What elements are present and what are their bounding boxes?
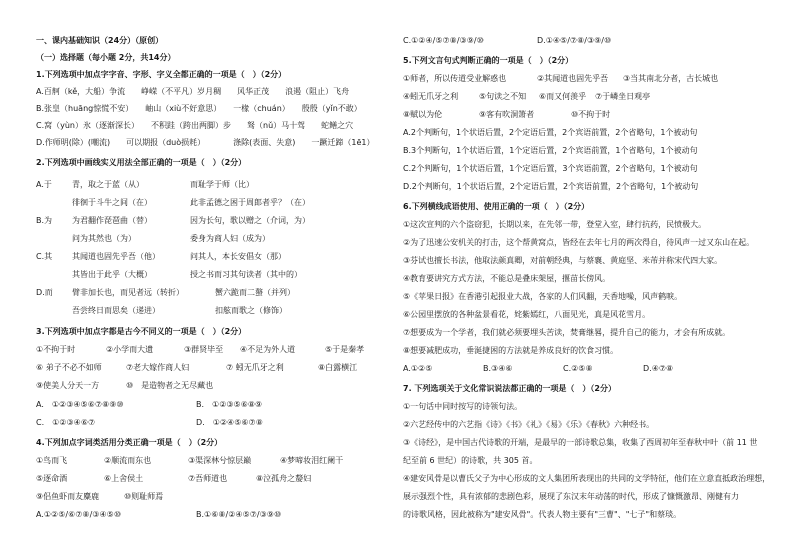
q6-item: ③芬试也擅长书法，他取法颜真卿，对前朝经典，与蔡襄、黄庭坚、米芾并称宋代四大家。 — [403, 256, 723, 265]
section-header: 一、课内基础知识（24分）（原创） — [36, 36, 164, 45]
q3-option: B. ①②③⑤⑥⑧⑨ — [196, 400, 263, 409]
q6-item: ⑤《苹果日报》在香港引起报业大战，各家的人们风翻，天香地噪，风声鹤唳。 — [403, 292, 683, 301]
q3-item: ⑦老大嫁作商人妇 — [126, 363, 190, 372]
q2-row-item: 问其人，本长安倡女（那） — [190, 252, 286, 261]
q1-option-d: D.作师明(除）(嘲流) 可以期报（duò损耗） 涤除(表面、失意) 一蹶迁蹄（1ē1） — [36, 138, 375, 147]
q3-item: ⑩ 是造物者之无尽藏也 — [126, 381, 214, 390]
q2-row-item: 其闻道也固先乎吾（他） — [72, 252, 160, 261]
q2-row-label: A.于 — [36, 180, 52, 189]
q4-item: ④梦啼妆泪红阑干 — [280, 456, 344, 465]
q7-item: 展示强烈个性，具有浓郁的悲剧色彩，展现了东汉末年动荡的时代，形成了慷慨激昂、刚健有力 — [403, 492, 739, 501]
q2-title: 2.下列选项中画线实义用法全部正确的一项是（ ）（2分） — [36, 158, 247, 167]
q6-item: ⑦想要成为一个学者，我们就必须要埋头苦读，焚膏继晷，提升自己的能力，才会有所成就。 — [403, 328, 731, 337]
q5-option-b: B.3个判断句，1个状语后置，1个定语后置，2个宾语前置，1个省略句，1个被动句 — [403, 146, 698, 155]
q3-item: ⑦ 蚓无爪牙之利 — [226, 363, 284, 372]
q4-option: A.①②⑤/⑥⑦⑧/③④⑤⑩ — [36, 510, 121, 519]
q4-item: ①鸟而飞 — [36, 456, 68, 465]
q5-item: ⑧赋以为伦 — [403, 110, 443, 119]
q5-item: ④蚓无爪牙之利 — [403, 92, 459, 101]
q4-option: D.①④⑤/⑦⑧/③⑨/⑩ — [537, 36, 612, 45]
q3-option: A. ①②③④⑤⑥⑦⑧⑨⑩ — [36, 400, 124, 409]
q2-row-label: B.为 — [36, 216, 53, 225]
q6-item: ①这次宣判的六个盗窃犯，长期以来，在先邻一带，登堂入室，肆行抗药，民愤极大。 — [403, 220, 707, 229]
q1-option-c: C.窝（yùn）氷（逐渐深长） 不积跬（跨出两脚）步 驽（nǔ）马十驾 蛇鳝之穴 — [36, 121, 354, 130]
q6-title: 6.下列横线成语使用、使用正确的一项（ ）（2分） — [403, 202, 590, 211]
q3-item: ②小学而大遗 — [106, 345, 154, 354]
q3-item: ⑥ 弟子不必不如师 — [36, 363, 102, 372]
subsection-header: （一）选择题（每小题 2分，共14分） — [36, 53, 176, 62]
q7-item: ①一句话中同时按写的诗领句法。 — [403, 402, 523, 411]
q4-item: ⑨侣鱼虾而友麋鹿 — [36, 492, 100, 501]
q7-item: 纪至前 6 世纪）的诗歌，共 305 首。 — [403, 456, 538, 465]
q2-row-item: 其皆出于此乎（大概） — [72, 270, 152, 279]
q5-item: ⑩不拘于时 — [571, 110, 611, 119]
q4-option: B.①⑥⑧/②④⑤⑦/③⑨⑩ — [196, 510, 282, 519]
q2-row-item: 因为长句，歌以赠之（介词，为） — [190, 216, 310, 225]
q5-item: ②其闻道也固先乎吾 — [537, 74, 609, 83]
q5-item: ①师者，所以传道受业解惑也 — [403, 74, 507, 83]
q5-option-a: A.2个判断句，1个状语后置，2个定语后置，2个宾语前置，2个省略句，1个被动句 — [403, 128, 698, 137]
q5-title: 5.下列文言句式判断正确的一项是（ ）（2分） — [403, 56, 574, 65]
q5-item: ⑨客有吹洞箫者 — [479, 110, 535, 119]
q5-item: ⑦于嶙坐日观亭 — [595, 92, 651, 101]
q4-item: ③渠深林兮惊层巅 — [188, 456, 252, 465]
q2-row-item: 扣舷而歌之（修饰） — [215, 306, 287, 315]
q4-item: ⑧泣孤舟之嫠妇 — [256, 474, 312, 483]
q2-row-item: 臂非加长也，而见者远（转折） — [72, 288, 184, 297]
q3-option: D. ①②④⑤⑥⑦⑧ — [196, 418, 263, 427]
q7-item: ②六艺经传中的六艺指《诗》《书》《礼》《易》《乐》《春秋》六种经书。 — [403, 420, 655, 429]
q3-item: ①不拘于时 — [36, 345, 76, 354]
q1-option-b: B.张皇（huāng惊慌不安） 岫山（xiù不好意思） 一椽（chuán） 殷殷（yǐn不敢） — [36, 104, 362, 113]
q2-row-item: 问为其然也（为） — [72, 234, 136, 243]
q2-row-item: 青，取之于蓝（从） — [72, 180, 144, 189]
q3-option: C. ①②③④⑥⑦ — [36, 418, 96, 427]
q2-row-item: 徘徊于斗牛之间（在） — [72, 198, 152, 207]
q4-item: ②顺流而东也 — [104, 456, 152, 465]
q2-row-item: 此非孟德之困于周郎者乎？（在） — [190, 198, 310, 207]
q6-option: B.③④⑥ — [483, 364, 513, 373]
q1-option-a: A.百舸（kě，大船）争流 峥嵘（不平凡）岁月稠 风华正茂 浪遏（阻止）飞舟 — [36, 87, 350, 96]
q4-item: ⑤逐命酒 — [36, 474, 68, 483]
q2-row-item: 为君翻作琵琶曲（替） — [72, 216, 152, 225]
q2-row-item: 授之书而习其句读者（其中的） — [190, 270, 302, 279]
q1-title: 1.下列选项中加点字字音、字形、字义全都正确的一项是（ ）（2分） — [36, 70, 287, 79]
q7-item: ④建安风骨是以曹氏父子为中心形成的文人集团所表现出的共同的文学特征，他们在立意直抵政治理想， — [403, 474, 771, 483]
q7-title: 7. 下列选项关于文化常识说法都正确的一项是（ ）（2分） — [403, 384, 616, 393]
q3-item: ④不足为外人道 — [240, 345, 296, 354]
q6-option: C.②⑤⑧ — [563, 364, 593, 373]
q3-item: ⑨使美人分天一方 — [36, 381, 100, 390]
q5-option-c: C.2个判断句，1个状语后置，1个定语后置，3个宾语前置，2个省略句，1个被动句 — [403, 164, 698, 173]
q6-item: ④教育要讲究方式方法，不能总是叠床架屋，揠苗长傍风。 — [403, 274, 611, 283]
q3-title: 3.下列选项中加点字都是古今不同义的一项是（ ）（2分） — [36, 327, 247, 336]
q4-option: C.①②④/⑤⑦⑧/③⑨/⑩ — [403, 36, 484, 45]
q6-option: A.①②⑤ — [403, 364, 433, 373]
q2-row-label: D.而 — [36, 288, 53, 297]
q3-item: ⑤于是秦孝 — [325, 345, 365, 354]
q4-item: ⑦吾师道也 — [188, 474, 228, 483]
q2-row-item: 委身为商人妇（成为） — [190, 234, 270, 243]
q2-row-item: 蟹六跪而二螯（并列） — [215, 288, 295, 297]
q2-row-label: C.其 — [36, 252, 53, 261]
q5-item: ⑥而又何羡乎 — [539, 92, 587, 101]
q6-item: ②为了迅速公安机关的打击，这个帮黄窝点，皆经在去年七月的两次得自，待风声一过又东山在起。 — [403, 238, 755, 247]
q3-item: ⑧白露横江 — [318, 363, 358, 372]
q3-item: ③群贤毕至 — [184, 345, 224, 354]
q4-title: 4.下列加点字词类活用分类正确一项是（ ）（2分） — [36, 438, 223, 447]
q6-item: ⑥公园里摆放的各种盆景看花，姹紫嫣红，八面见光，真是风花雪月。 — [403, 310, 651, 319]
q7-item: 的诗歌风格，因此被称为"建安风骨"。代表人物主要有"三曹"、"七子"和蔡琰。 — [403, 510, 682, 519]
q6-item: ⑧想要减肥成功，垂涎捷困的方法就是养成良好的饮食习惯。 — [403, 346, 619, 355]
q7-item: ③《诗经》，是中国古代诗歌的开端，是最早的一部诗歌总集，收集了西周初年至春秋中叶（前 11 世 — [403, 438, 758, 447]
q2-row-item: 吾尝终日而思矣（递进） — [72, 306, 160, 315]
q5-item: ⑤句读之不知 — [479, 92, 527, 101]
q6-option: D.④⑦⑧ — [643, 364, 674, 373]
q4-item: ⑥上舍侯土 — [104, 474, 144, 483]
q4-item: ⑩则耻师焉 — [124, 492, 164, 501]
q2-row-item: 而耻学于师（比） — [190, 180, 254, 189]
q5-item: ③当其南北分者，古长城也 — [623, 74, 719, 83]
q5-option-d: D.2个判断句，1个状语后置，2个定语后置，2个宾语前置，2个省略句，1个被动句 — [403, 182, 699, 191]
